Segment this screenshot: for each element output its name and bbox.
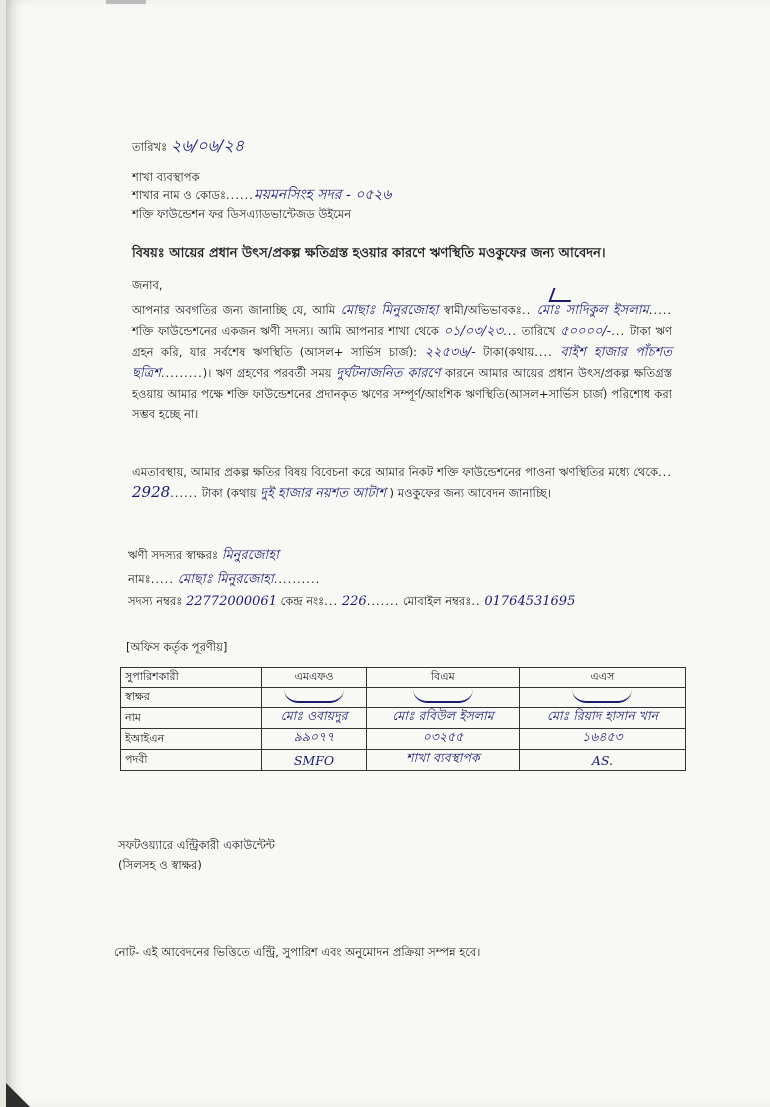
row-label: ইআইএন	[121, 729, 262, 750]
page-corner	[6, 1083, 30, 1107]
guardian-name: মোঃ সাদিকুল	[536, 303, 608, 318]
table-cell: ১৬৪৫৩	[519, 729, 685, 750]
waiver-amount-words: দুই হাজার নয়শত আটাশ	[260, 486, 386, 501]
center-number: 226	[341, 594, 367, 609]
table-header-cell: এমএফও	[262, 668, 367, 688]
office-section-title: [অফিস কর্তৃক পূরণীয়]	[126, 640, 228, 654]
row-label: নাম	[121, 708, 262, 729]
accountant-title: সফটওয়্যারে এন্ট্রিকারী একাউন্টেন্ট	[118, 838, 275, 852]
footer-note: নোট- এই আবেদনের ভিত্তিতে এন্ট্রি, সুপারিশ এবং অনুমোদন প্রক্রিয়া সম্পন্ন হবে।	[114, 945, 481, 959]
top-mark	[106, 0, 146, 4]
mobile-number: 01764531695	[484, 594, 576, 609]
table-cell: মোঃ ওবায়দুর	[262, 708, 367, 729]
document-page	[6, 0, 770, 1107]
date-value: ২৬/০৬/২৪	[170, 136, 245, 155]
recipient-title: শাখা ব্যবস্থাপক	[132, 170, 200, 184]
date-line: তারিখঃ ২৬/০৬/২৪	[132, 136, 245, 155]
paragraph-2: এমতাবস্থায়, আমার প্রকল্প ক্ষতির বিষয় বিবেচনা করে আমার নিকট শক্তি ফাউন্ডেশনের পাওনা ঋণস্থিতির মধ্যে থেকে... 2928...... টাকা (কথায় দুই হাজার নয়শত আটাশ ) মওকুফের জন্য আবেদন জানাচ্ছি।	[132, 465, 672, 501]
signature-cell	[367, 688, 520, 708]
table-row-designation	[121, 750, 686, 771]
branch-value: ময়মনসিংহ সদর - ০৫২৬	[253, 187, 392, 203]
table-header-cell: সুপারিশকারী	[121, 668, 262, 688]
table-header-cell: এএস	[519, 668, 685, 688]
row-label: স্বাক্ষর	[121, 688, 262, 708]
table-cell: মোঃ রবিউল ইসলাম	[367, 708, 520, 729]
balance-in-words: বাইশ হাজার পাঁচশত ছত্রিশ	[132, 345, 672, 381]
signature-mark	[284, 689, 344, 703]
subject-line: বিষয়ঃ আয়ের প্রধান উৎস/প্রকল্প ক্ষতিগ্রস্ত হওয়ার কারণে ঋণস্থিতি মওকুফের জন্য আবেদন।	[132, 246, 606, 261]
table-cell: শাখা ব্যবস্থাপক	[367, 750, 520, 771]
salutation: জনাব,	[132, 278, 163, 292]
signature-mark	[413, 689, 473, 703]
table-cell: AS.	[519, 750, 685, 771]
signature-cell	[519, 688, 685, 708]
table-header-row	[121, 668, 686, 688]
table-row-name	[121, 708, 686, 729]
accountant-note: (সিলসহ ও স্বাক্ষর)	[118, 858, 202, 872]
branch-line: শাখার নাম ও কোডঃ......ময়মনসিংহ সদর - ০৫২৬	[132, 187, 392, 203]
loan-balance: ২২৫৩৬/-	[424, 345, 476, 360]
table-row-ein	[121, 729, 686, 750]
table-cell: মোঃ রিয়াদ হাসান খান	[519, 708, 685, 729]
member-signature-line: ঋণী সদস্যর স্বাক্ষরঃ মিনুরজোহা	[128, 548, 279, 563]
loan-amount: ৫০০০০/-	[560, 324, 612, 339]
paragraph-1: আপনার অবগতির জন্য জানাচ্ছি যে, আমি মোছাঃ মিনুরজোহা স্বামী/অভিভাবকঃ.. মোঃ সাদিকুল ইসলাম..... শক্তি ফাউন্ডেশনের একজন ঋণী সদস্য। আমি আপনার শাখা থেকে ০১/০৩/২৩... তারিখে ৫০০০০/-... টাকা ঋণ গ্রহন করি, যার সর্বশেষ ঋণস্থিতি (আসল+ সার্ভিস চার্জ): ২২৫৩৬/- টাকা(কথায়.... বাইশ হাজার পাঁচশত ছত্রিশ.........)। ঋণ গ্রহণের পরবর্তী সময় দুর্ঘটনাজনিত কারণে কারনে আমার আয়ের প্রধান উৎস/প্রকল্প ক্ষতিগ্রস্ত হওয়ায় আমার পক্ষে শক্তি ফাউন্ডেশনের প্রদানকৃত ঋণের সম্পূর্ণ/আংশিক ঋণস্থিতি(আসল+সার্ভিস চার্জ) পরিশোধ করা সম্ভব হচ্ছে না।	[132, 303, 673, 421]
table-row-signature	[121, 688, 686, 708]
member-signature: মিনুরজোহা	[221, 548, 279, 563]
table-cell: ৯৯০৭৭	[262, 729, 367, 750]
member-number: 22772000061	[185, 594, 277, 609]
member-name-line: নামঃ..... মোছাঃ মিনুরজোহা..........	[128, 572, 321, 587]
signature-mark	[572, 689, 632, 703]
table-cell: SMFO	[262, 750, 367, 771]
organization-name: শক্তি ফাউন্ডেশন ফর ডিসএ্যাডভান্টেজড উইমেন	[132, 207, 352, 221]
table-cell: ০৩২৫৫	[367, 729, 520, 750]
loan-date: ০১/০৩/২৩	[443, 324, 504, 339]
damage-reason: দুর্ঘটনাজনিত কারণে	[336, 366, 441, 381]
office-table	[120, 667, 686, 771]
member-name: মোছাঃ মিনুরজোহা	[177, 572, 274, 587]
signature-cell	[262, 688, 367, 708]
table-header-cell: বিএম	[367, 668, 520, 688]
applicant-name: মোছাঃ মিনুরজোহা	[340, 303, 439, 318]
member-number-line: সদস্য নম্বরঃ 22772000061 কেন্দ্র নংঃ... 226....... মোবাইল নম্বরঃ.. 01764531695	[128, 594, 576, 609]
waiver-amount: 2928	[132, 483, 171, 501]
row-label: পদবী	[121, 750, 262, 771]
